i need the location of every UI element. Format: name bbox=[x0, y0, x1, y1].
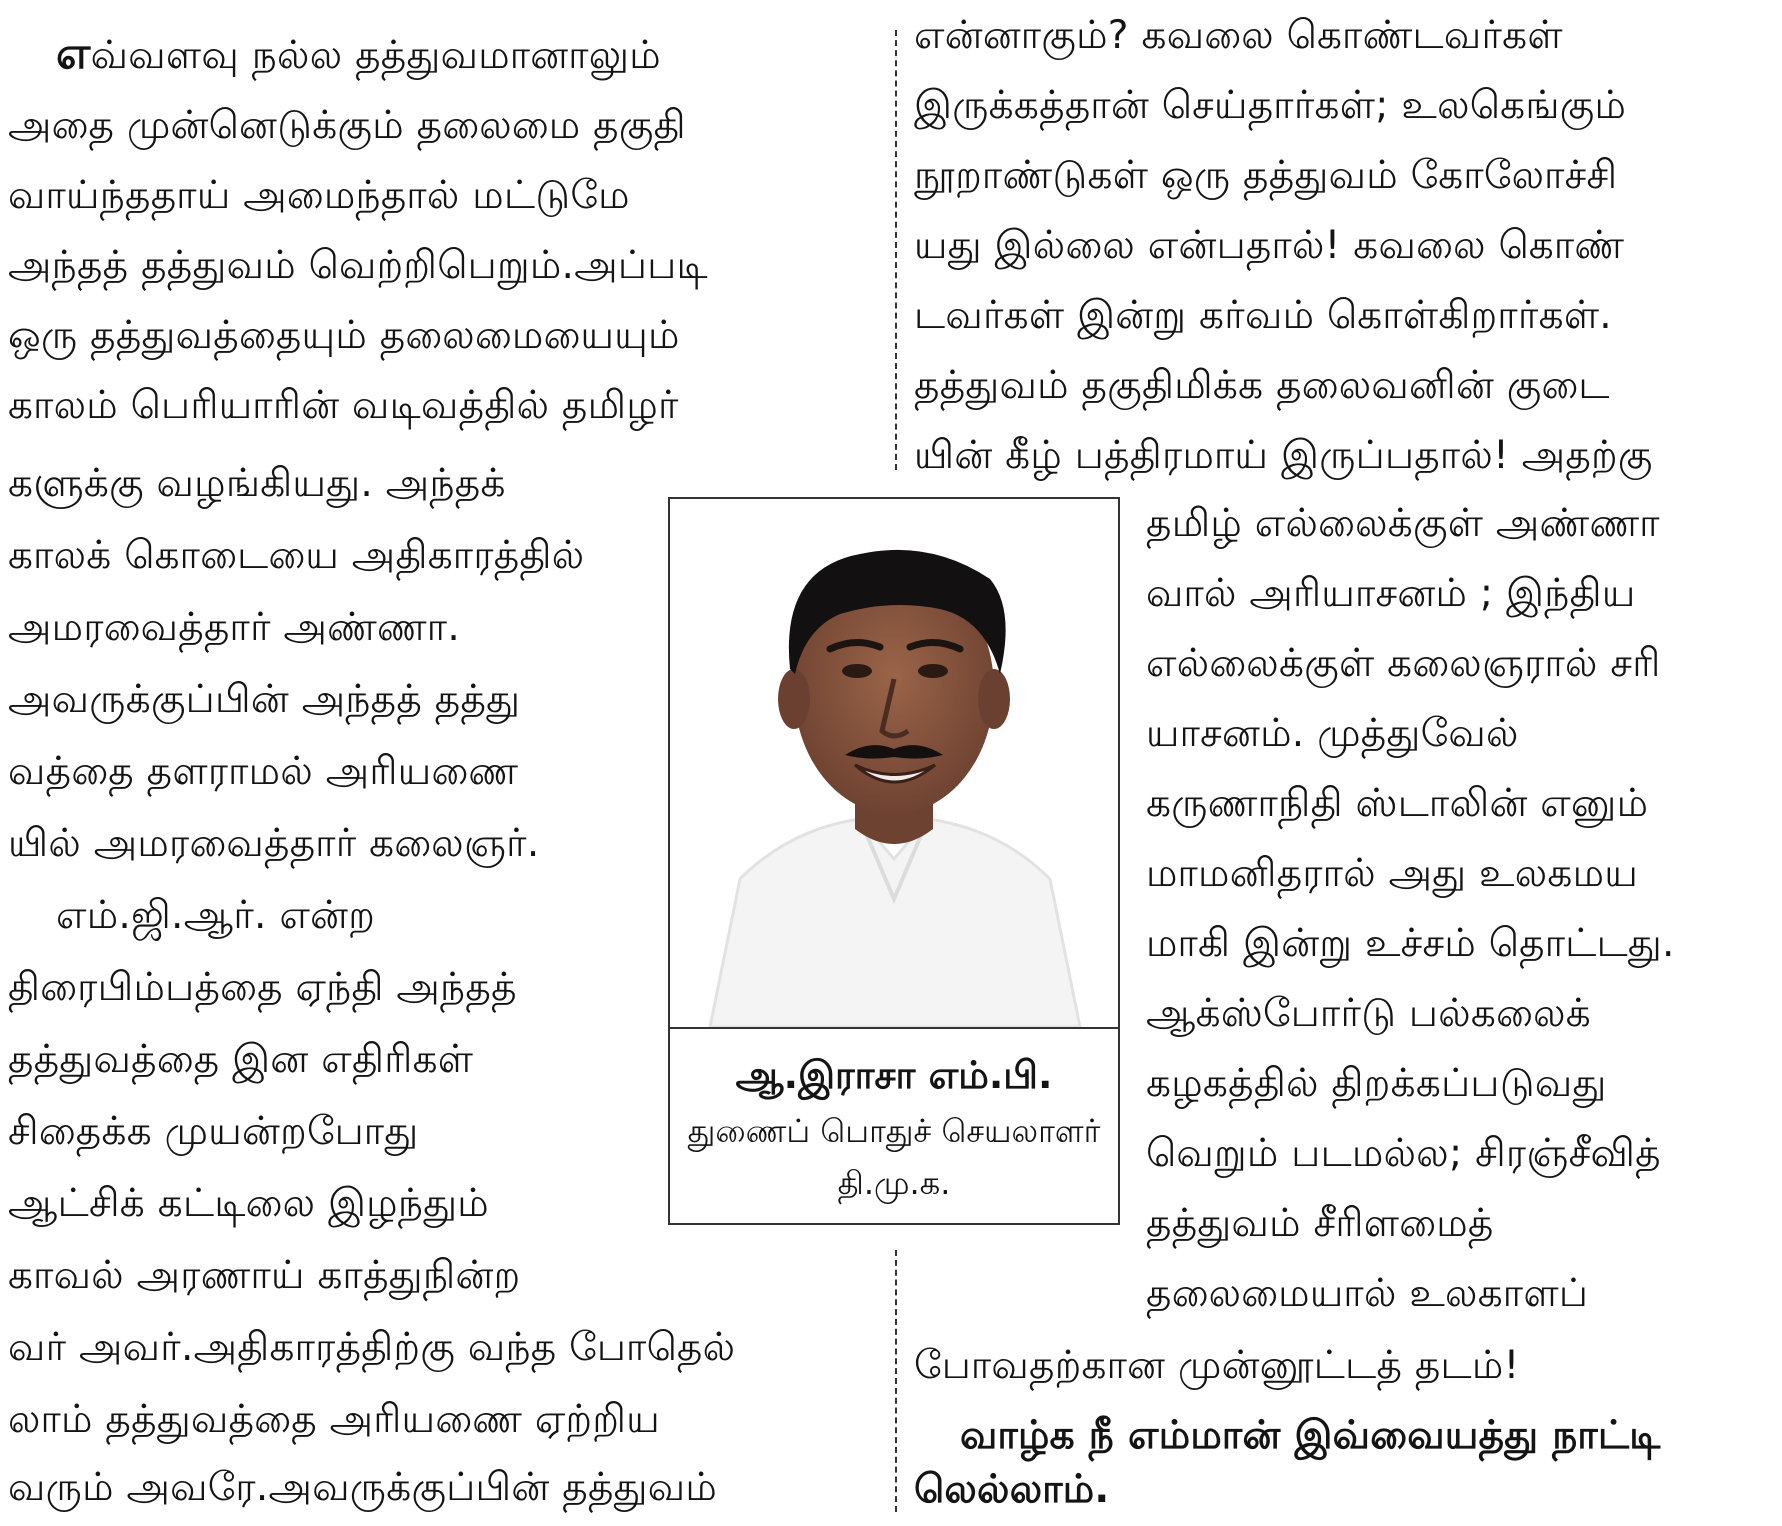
closing-line: லெல்லாம். bbox=[914, 1467, 1110, 1512]
text-line: லாம் தத்துவத்தை அரியணை ஏற்றிய bbox=[8, 1397, 660, 1442]
text-line: தத்துவம் சீரிளமைத் bbox=[1146, 1201, 1494, 1246]
text-line: ஆட்சிக் கட்டிலை இழந்தும் bbox=[8, 1181, 489, 1226]
text-line: டவர்கள் இன்று கர்வம் கொள்கிறார்கள். bbox=[914, 293, 1613, 338]
text-line: யின் கீழ் பத்திரமாய் இருப்பதால்! அதற்கு bbox=[914, 433, 1653, 478]
text-line: தலைமையால் உலகாளப் bbox=[1146, 1271, 1589, 1316]
person-role: துணைப் பொதுச் செயலாளர் bbox=[687, 1112, 1101, 1150]
closing-line: வாழ்க நீ எம்மான் இவ்வையத்து நாட்டி bbox=[960, 1413, 1661, 1458]
text-line: வத்தை தளராமல் அரியணை bbox=[8, 749, 519, 794]
column-divider bbox=[895, 30, 897, 470]
text-line: காவல் அரணாய் காத்துநின்ற bbox=[8, 1253, 521, 1298]
text-line: எம்.ஜி.ஆர். என்ற bbox=[56, 893, 376, 938]
text-line: தத்துவத்தை இன எதிரிகள் bbox=[8, 1037, 474, 1082]
text-line: இருக்கத்தான் செய்தார்கள்; உலகெங்கும் bbox=[914, 83, 1627, 128]
text-line: எல்லைக்குள் கலைஞரால் சரி bbox=[1146, 641, 1661, 686]
text-line: மாமனிதரால் அது உலகமய bbox=[1146, 851, 1639, 896]
text-line: அமரவைத்தார் அண்ணா. bbox=[8, 605, 461, 650]
text-line: ஆக்ஸ்போர்டு பல்கலைக் bbox=[1146, 991, 1591, 1036]
photo-caption bbox=[670, 1029, 1118, 1209]
drop-cap: எ bbox=[56, 28, 91, 79]
portrait-photo bbox=[670, 499, 1118, 1029]
text-line: போவதற்கான முன்னூட்டத் தடம்! bbox=[914, 1343, 1520, 1388]
text-line: மாகி இன்று உச்சம் தொட்டது. bbox=[1146, 921, 1675, 966]
text-line: வரும் அவரே.அவருக்குப்பின் தத்துவம் bbox=[8, 1465, 718, 1510]
text-line: அவருக்குப்பின் அந்தத் தத்து bbox=[8, 677, 521, 722]
text-line: கழகத்தில் திறக்கப்படுவது bbox=[1146, 1061, 1607, 1106]
text-line: காலம் பெரியாரின் வடிவத்தில் தமிழர் bbox=[8, 383, 679, 428]
text-line: யாசனம். முத்துவேல் bbox=[1146, 711, 1519, 756]
text-line: நூறாண்டுகள் ஒரு தத்துவம் கோலோச்சி bbox=[914, 153, 1618, 198]
profile-card bbox=[668, 497, 1120, 1225]
text-line: தமிழ் எல்லைக்குள் அண்ணா bbox=[1146, 501, 1660, 546]
text-line: வர் அவர்.அதிகாரத்திற்கு வந்த போதெல் bbox=[8, 1325, 736, 1370]
text-line: வால் அரியாசனம் ; இந்திய bbox=[1146, 571, 1636, 616]
text-line: என்னாகும்? கவலை கொண்டவர்கள் bbox=[914, 13, 1563, 58]
person-name: ஆ.இராசா எம்.பி. bbox=[735, 1053, 1053, 1097]
text-line: சிதைக்க முயன்றபோது bbox=[8, 1109, 419, 1154]
text-line: அதை முன்னெடுக்கும் தலைமை தகுதி bbox=[8, 103, 686, 148]
text-line: யது இல்லை என்பதால்! கவலை கொண் bbox=[914, 223, 1625, 268]
text-line: வெறும் படமல்ல; சிரஞ்சீவித் bbox=[1146, 1131, 1661, 1176]
text-line: எவ்வளவு நல்ல தத்துவமானாலும் bbox=[56, 28, 661, 79]
portrait-illustration bbox=[670, 499, 1118, 1027]
column-divider bbox=[895, 1250, 897, 1512]
person-party: தி.மு.க. bbox=[837, 1164, 951, 1202]
text-line: அந்தத் தத்துவம் வெற்றிபெறும்.அப்படி bbox=[8, 243, 708, 288]
text-line: காலக் கொடையை அதிகாரத்தில் bbox=[8, 533, 585, 578]
text-line: ஒரு தத்துவத்தையும் தலைமையையும் bbox=[8, 313, 680, 358]
text-line: வாய்ந்ததாய் அமைந்தால் மட்டுமே bbox=[8, 173, 630, 218]
text-line: திரைபிம்பத்தை ஏந்தி அந்தத் bbox=[8, 965, 517, 1010]
text-line: களுக்கு வழங்கியது. அந்தக் bbox=[8, 461, 506, 506]
text-line: தத்துவம் தகுதிமிக்க தலைவனின் குடை bbox=[914, 363, 1610, 408]
text-line: கருணாநிதி ஸ்டாலின் எனும் bbox=[1146, 781, 1649, 826]
text-line: யில் அமரவைத்தார் கலைஞர். bbox=[8, 821, 540, 866]
